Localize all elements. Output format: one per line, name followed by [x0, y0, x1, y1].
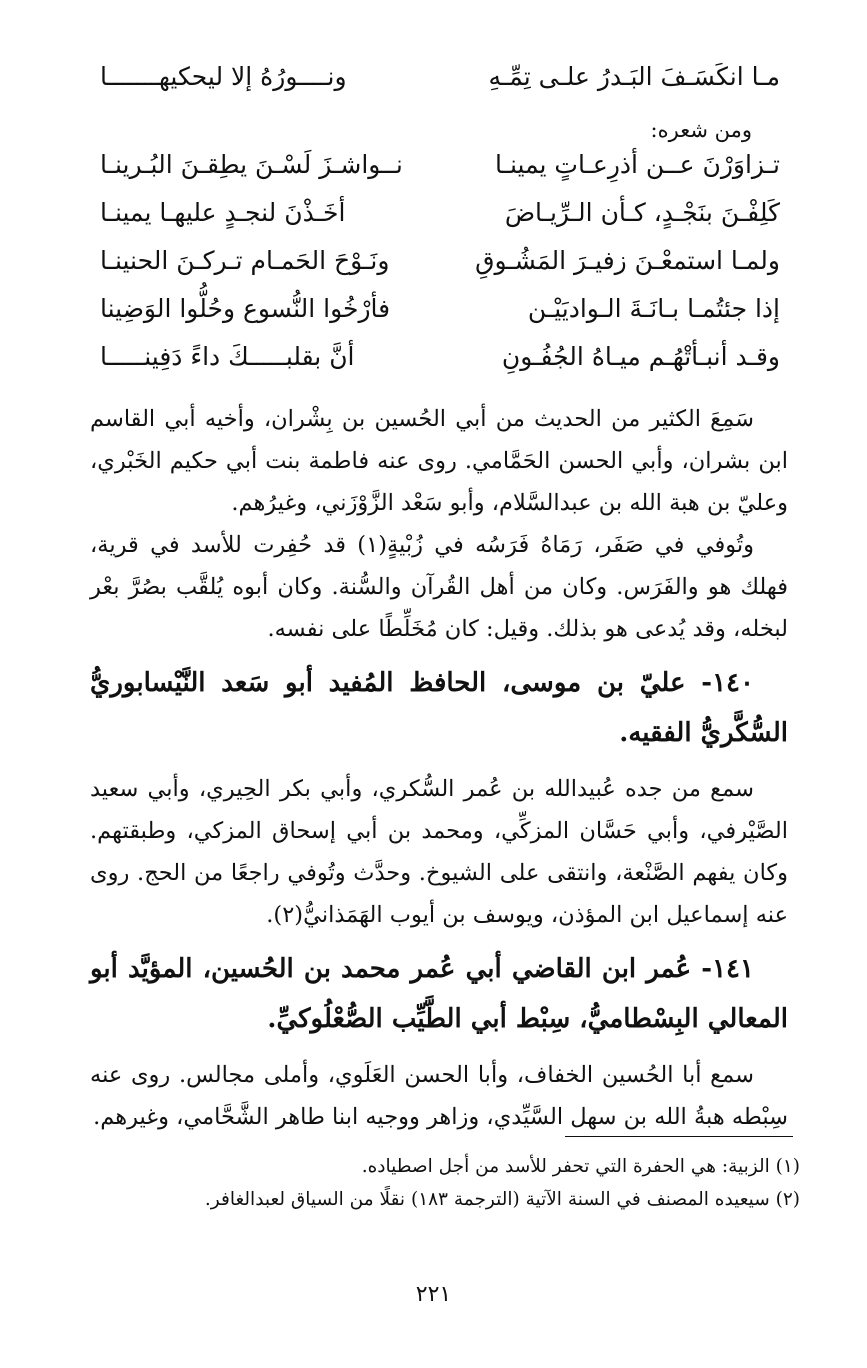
entry-heading-141: ١٤١- عُمر ابن القاضي أبي عُمر محمد بن الحُسين، المؤيَّد أبو المعالي البِسْطاميُّ، سِبْط أبي الطَّيِّب الصُّعْلُوكيِّ.: [90, 954, 788, 1034]
second-hemistich: ونــــورُهُ إلا ليحكيهـــــــا: [100, 62, 347, 91]
page-number: ٢٢١: [415, 1282, 452, 1307]
poetry-intro: ومن شعره:: [650, 118, 752, 142]
prose-body: [90, 398, 788, 1138]
verse-line: [100, 246, 780, 294]
verse-line: [100, 150, 780, 198]
paragraph: سَمِعَ الكثير من الحديث من أبي الحُسين بن بِشْران، وأخيه أبي القاسم ابن بشران، وأبي الحسن الحَمَّامي. روى عنه فاطمة بنت أبي حكيم الخَبْري، وعليّ بن هبة الله بن عبدالسَّلام، وأبو سَعْد الزَّوْزَني، وغيرُهم.: [90, 406, 788, 516]
footnote-separator: [565, 1136, 793, 1137]
first-hemistich: إذا جئتُمـا بـانَـةَ الـواديَيْـن: [527, 294, 780, 323]
paragraph: وتُوفي في صَفَر، رَمَاهُ فَرَسُه في زُبْيةٍ(١) قد حُفِرت للأسد في قرية، فهلك هو والفَرَس. وكان من أهل القُرآن والسُّنة. وكان أبوه يُلقَّب بصُرَّ بعْر لبخله، وقد يُدعى هو بذلك. وقيل: كان مُخَلِّطًا على نفسه.: [90, 532, 788, 642]
poetry-block: [100, 62, 780, 390]
footnote-2: (٢) سيعيده المصنف في السنة الآتية (الترجمة ١٨٣) نقلًا من السياق لعبدالغافر.: [204, 1189, 800, 1210]
footnote-1: (١) الزبية: هي الحفرة التي تحفر للأسد من أجل اصطياده.: [361, 1156, 800, 1177]
paragraph: سمع أبا الحُسين الخفاف، وأبا الحسن العَلَوي، وأملى مجالس. روى عنه سِبْطه هبةُ الله بن سهل السَّيِّدي، وزاهر ووجيه ابنا طاهر الشَّحَّامي، وغيرهم.: [90, 1062, 788, 1130]
first-hemistich: ولمـا استمعْـنَ زفيـرَ المَشُـوقِ: [475, 246, 780, 275]
second-hemistich: نــواشـزَ لَسْـنَ يطِقـنَ البُـرينـا: [100, 150, 403, 179]
entry-heading-140: ١٤٠- عليّ بن موسى، الحافظ المُفيد أبو سَعد النَّيْسابوريُّ السُّكَّريُّ الفقيه.: [90, 668, 788, 748]
verse-line: [100, 198, 780, 246]
first-hemistich: كَلِفْـنَ بنَجْـدٍ، كـأن الـرِّيـاضَ: [504, 198, 780, 227]
footnotes: [120, 1150, 800, 1216]
first-hemistich: تـزاوَرْنَ عــن أذرِعـاتٍ يمينـا: [495, 150, 780, 179]
verse-line: [100, 62, 780, 110]
verse-line: [100, 294, 780, 342]
second-hemistich: ونَـوْحَ الحَمـام تـركـنَ الحنينـا: [100, 246, 390, 275]
first-hemistich: مـا انكَسَـفَ البَـدرُ علـى تِمِّـهِ: [488, 62, 780, 91]
second-hemistich: أخَـذْنَ لنجـدٍ عليهـا يمينـا: [100, 198, 346, 227]
second-hemistich: أنَّ بقلبـــــكَ داءً دَفِينـــــا: [100, 342, 355, 371]
verse-line: [100, 342, 780, 390]
first-hemistich: وقـد أنبـأتْهُـم ميـاهُ الجُفُـونِ: [501, 342, 780, 371]
paragraph: سمع من جده عُبيدالله بن عُمر السُّكري، وأبي بكر الحِيري، وأبي سعيد الصَّيْرفي، وأبي حَسَّان المزكِّي، ومحمد بن أبي إسحاق المزكي، وطبقتهم. وكان يفهم الصَّنْعة، وانتقى على الشيوخ. وحدَّث وتُوفي راجعًا من الحج. روى عنه إسماعيل ابن المؤذن، ويوسف بن أيوب الهَمَذانيُّ(٢).: [90, 776, 788, 928]
second-hemistich: فأرْخُوا النُّسوع وحُلُّوا الوَضِينا: [100, 294, 391, 323]
